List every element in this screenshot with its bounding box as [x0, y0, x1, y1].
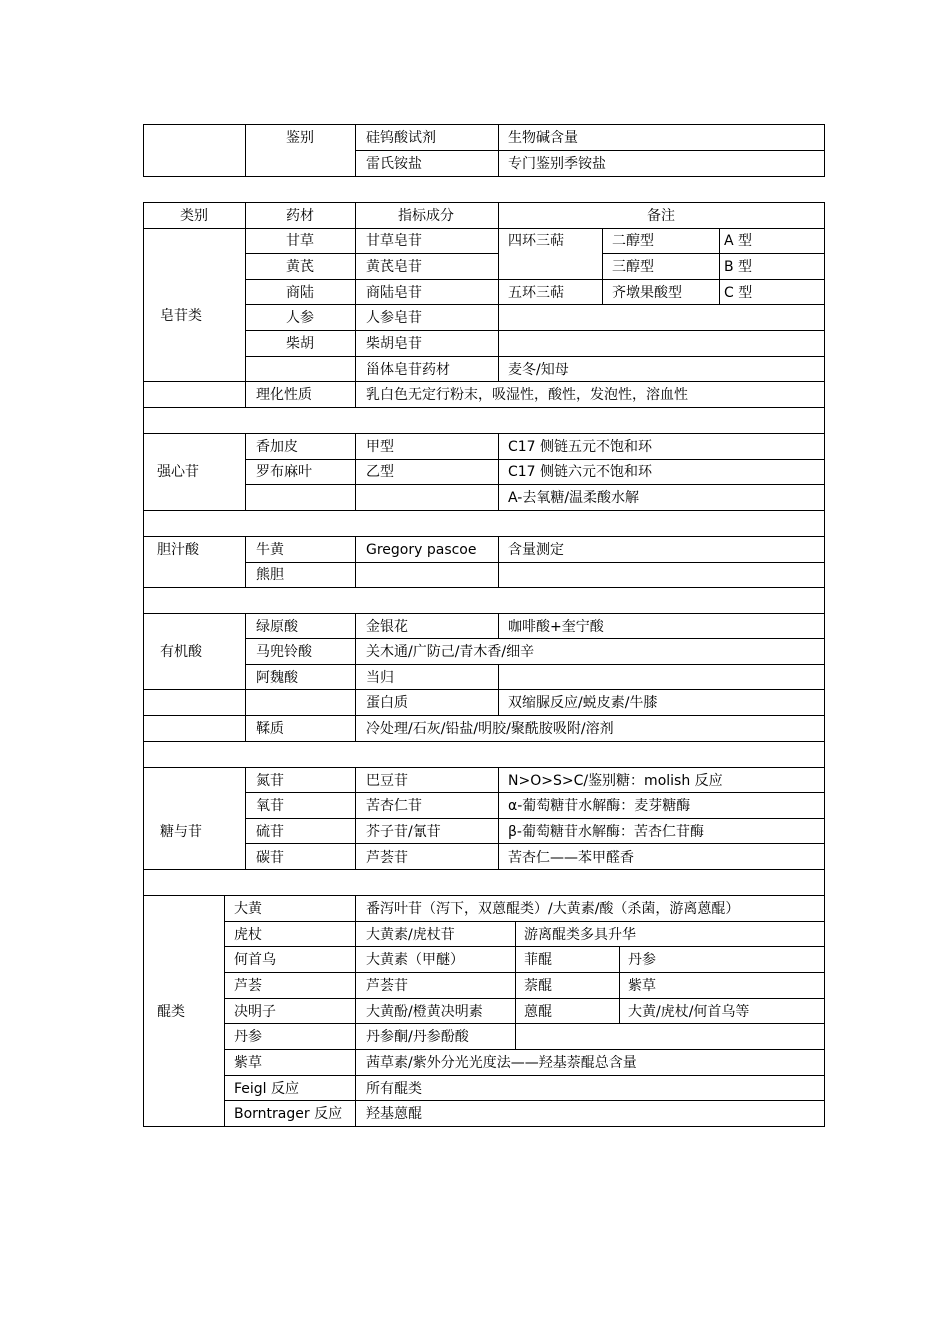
- table-rule: [245, 767, 246, 870]
- table-rule: [498, 124, 499, 177]
- table-rule: [619, 946, 620, 1023]
- cell-text: 柴胡: [286, 336, 314, 352]
- category-label: 胆汁酸: [157, 542, 199, 558]
- table-rule: [355, 536, 356, 588]
- cell-text: 苦杏仁苷: [366, 798, 422, 814]
- category-label: 糖与苷: [160, 824, 202, 840]
- cell-text: 硅钨酸试剂: [366, 130, 436, 146]
- cell-text: 甲型: [366, 439, 394, 455]
- cell-text: A 型: [724, 233, 753, 249]
- header-index: 指标成分: [398, 208, 454, 224]
- table-rule: [498, 613, 499, 639]
- cell-text: Gregory pascoe: [366, 542, 477, 558]
- cell-text: β-葡萄糖苷水解酶：苦杏仁苷酶: [508, 824, 704, 840]
- table-rule: [355, 613, 356, 742]
- cell-text: 含量测定: [508, 542, 564, 558]
- cell-text: 专门鉴别季铵盐: [508, 156, 606, 172]
- category-label: 有机酸: [160, 644, 202, 660]
- cell-text: 牛黄: [256, 542, 284, 558]
- cell-text: 商陆皂苷: [366, 285, 422, 301]
- cell-text: 冷处理/石灰/铅盐/明胶/聚酰胺吸附/溶剂: [366, 721, 614, 737]
- cell-text: 雷氏铵盐: [366, 156, 422, 172]
- cell-text: 罗布麻叶: [256, 464, 312, 480]
- cell-text: 巴豆苷: [366, 773, 408, 789]
- cell-text: 理化性质: [256, 387, 312, 403]
- cell-text: Borntrager 反应: [234, 1106, 343, 1122]
- cell-text: 四环三萜: [508, 233, 564, 249]
- cell-text: 游离醌类多具升华: [524, 927, 636, 943]
- cell-text: 茜草素/紫外分光光度法——羟基萘醌总含量: [366, 1055, 637, 1071]
- table-rule: [143, 895, 825, 896]
- cell-text: 所有醌类: [366, 1081, 422, 1097]
- cell-text: 关木通/广防己/青木香/细辛: [366, 644, 535, 660]
- cell-text: 齐墩果酸型: [612, 285, 682, 301]
- table-rule: [224, 895, 225, 1127]
- table-rule: [498, 664, 499, 716]
- table-rule: [355, 124, 356, 177]
- cell-text: 柴胡皂苷: [366, 336, 422, 352]
- cell-text: 芦荟苷: [366, 978, 408, 994]
- cell-text: 番泻叶苷（泻下，双蒽醌类）/大黄素/酸（杀菌，游离蒽醌）: [366, 901, 740, 917]
- table-rule: [245, 304, 825, 305]
- cell-text: 咖啡酸+奎宁酸: [508, 619, 604, 635]
- table-rule: [355, 767, 356, 870]
- table-rule: [498, 536, 499, 588]
- cell-text: 大黄素（甲醚）: [366, 952, 464, 968]
- cell-text: 大黄/虎杖/何首乌等: [628, 1004, 750, 1020]
- cell-text: 大黄: [234, 901, 262, 917]
- table-rule: [245, 536, 246, 588]
- cell-text: 商陆: [286, 285, 314, 301]
- cell-text: 麦冬/知母: [508, 362, 569, 378]
- cell-text: 丹参: [628, 952, 656, 968]
- table-rule: [245, 202, 246, 408]
- cell-text: 丹参: [234, 1029, 262, 1045]
- cell-text: A-去氧糖/温柔酸水解: [508, 490, 640, 506]
- table-rule: [245, 433, 246, 511]
- table-rule: [355, 433, 356, 511]
- cell-text: 决明子: [234, 1004, 276, 1020]
- cell-text: 鞣质: [256, 721, 284, 737]
- cell-text: 丹参酮/丹参酚酸: [366, 1029, 469, 1045]
- table-rule: [355, 150, 825, 151]
- header-herb: 药材: [286, 208, 314, 224]
- cell-text: 乳白色无定行粉末，吸湿性，酸性，发泡性，溶血性: [366, 387, 688, 403]
- cell-text: 萘醌: [524, 978, 552, 994]
- cell-text: 何首乌: [234, 952, 276, 968]
- cell-text: 芥子苷/氰苷: [366, 824, 441, 840]
- table-rule: [224, 921, 825, 922]
- cell-text: 甘草: [286, 233, 314, 249]
- table-rule: [498, 767, 499, 870]
- cell-text: 香加皮: [256, 439, 298, 455]
- cell-text: 马兜铃酸: [256, 644, 312, 660]
- cell-text: N>O>S>C/鉴别糖：molish 反应: [508, 773, 723, 789]
- cell-text: 芦荟: [234, 978, 262, 994]
- cell-text: 黄芪: [286, 259, 314, 275]
- table-rule: [355, 895, 356, 1127]
- cell-text: 二醇型: [612, 233, 654, 249]
- cell-text: 蒽醌: [524, 1004, 552, 1020]
- table-rule: [245, 818, 825, 819]
- cell-text: C17 侧链五元不饱和环: [508, 439, 653, 455]
- cell-text: α-葡萄糖苷水解酶：麦芽糖酶: [508, 798, 691, 814]
- cell-text: 甘草皂苷: [366, 233, 422, 249]
- cell-text: 菲醌: [524, 952, 552, 968]
- table-rule: [224, 972, 825, 973]
- table-rule: [602, 228, 603, 305]
- cell-text: 人参: [286, 310, 314, 326]
- table-rule: [224, 1049, 825, 1050]
- cell-text: 黄芪皂苷: [366, 259, 422, 275]
- cell-text: 大黄素/虎杖苷: [366, 927, 455, 943]
- table-rule: [245, 330, 825, 331]
- table-rule: [515, 921, 516, 1049]
- table-rule: [245, 279, 825, 280]
- cell-text: 鉴别: [286, 130, 314, 146]
- table-rule: [143, 1126, 825, 1127]
- cell-text: 氧苷: [256, 798, 284, 814]
- table-rule: [245, 664, 825, 665]
- table-rule: [245, 459, 825, 460]
- cell-text: B 型: [724, 259, 753, 275]
- cell-text: C17 侧链六元不饱和环: [508, 464, 653, 480]
- table-rule: [245, 792, 825, 793]
- cell-text: 当归: [366, 670, 394, 686]
- cell-text: 金银花: [366, 619, 408, 635]
- cell-text: 五环三萜: [508, 285, 564, 301]
- cell-text: 碳苷: [256, 850, 284, 866]
- header-category: 类别: [180, 208, 208, 224]
- category-label: 醌类: [157, 1004, 185, 1020]
- table-rule: [224, 1075, 825, 1076]
- table-rule: [245, 356, 825, 357]
- table-rule: [224, 1023, 825, 1024]
- cell-text: 阿魏酸: [256, 670, 298, 686]
- cell-text: 羟基蒽醌: [366, 1106, 422, 1122]
- cell-text: 乙型: [366, 464, 394, 480]
- cell-text: 苦杏仁——苯甲醛香: [508, 850, 634, 866]
- table-rule: [224, 946, 825, 947]
- table-rule: [498, 202, 499, 382]
- cell-text: 蛋白质: [366, 695, 408, 711]
- category-label: 皂苷类: [160, 308, 202, 324]
- cell-text: 人参皂苷: [366, 310, 422, 326]
- table-rule: [224, 998, 825, 999]
- table-rule: [143, 202, 144, 1127]
- cell-text: 熊胆: [256, 567, 284, 583]
- cell-text: 生物碱含量: [508, 130, 578, 146]
- table-rule: [245, 124, 246, 177]
- header-note: 备注: [647, 208, 675, 224]
- cell-text: 紫草: [628, 978, 656, 994]
- table-rule: [245, 843, 825, 844]
- table-rule: [245, 638, 825, 639]
- table-rule: [498, 433, 499, 511]
- table-rule: [143, 124, 144, 177]
- table-rule: [224, 1100, 825, 1101]
- table-rule: [245, 253, 499, 254]
- category-label: 强心苷: [157, 464, 199, 480]
- cell-text: 虎杖: [234, 927, 262, 943]
- table-rule: [824, 124, 825, 177]
- table-rule: [245, 562, 825, 563]
- cell-text: 绿原酸: [256, 619, 298, 635]
- cell-text: 芦荟苷: [366, 850, 408, 866]
- table-rule: [355, 202, 356, 408]
- cell-text: 氮苷: [256, 773, 284, 789]
- table-rule: [602, 253, 825, 254]
- cell-text: C 型: [724, 285, 753, 301]
- cell-text: 双缩脲反应/蜕皮素/牛膝: [508, 695, 658, 711]
- cell-text: Feigl 反应: [234, 1081, 300, 1097]
- table-rule: [245, 484, 825, 485]
- table-rule: [245, 613, 246, 742]
- table-rule: [719, 228, 720, 305]
- cell-text: 三醇型: [612, 259, 654, 275]
- cell-text: 硫苷: [256, 824, 284, 840]
- cell-text: 紫草: [234, 1055, 262, 1071]
- cell-text: 大黄酚/橙黄决明素: [366, 1004, 483, 1020]
- cell-text: 甾体皂苷药材: [366, 362, 450, 378]
